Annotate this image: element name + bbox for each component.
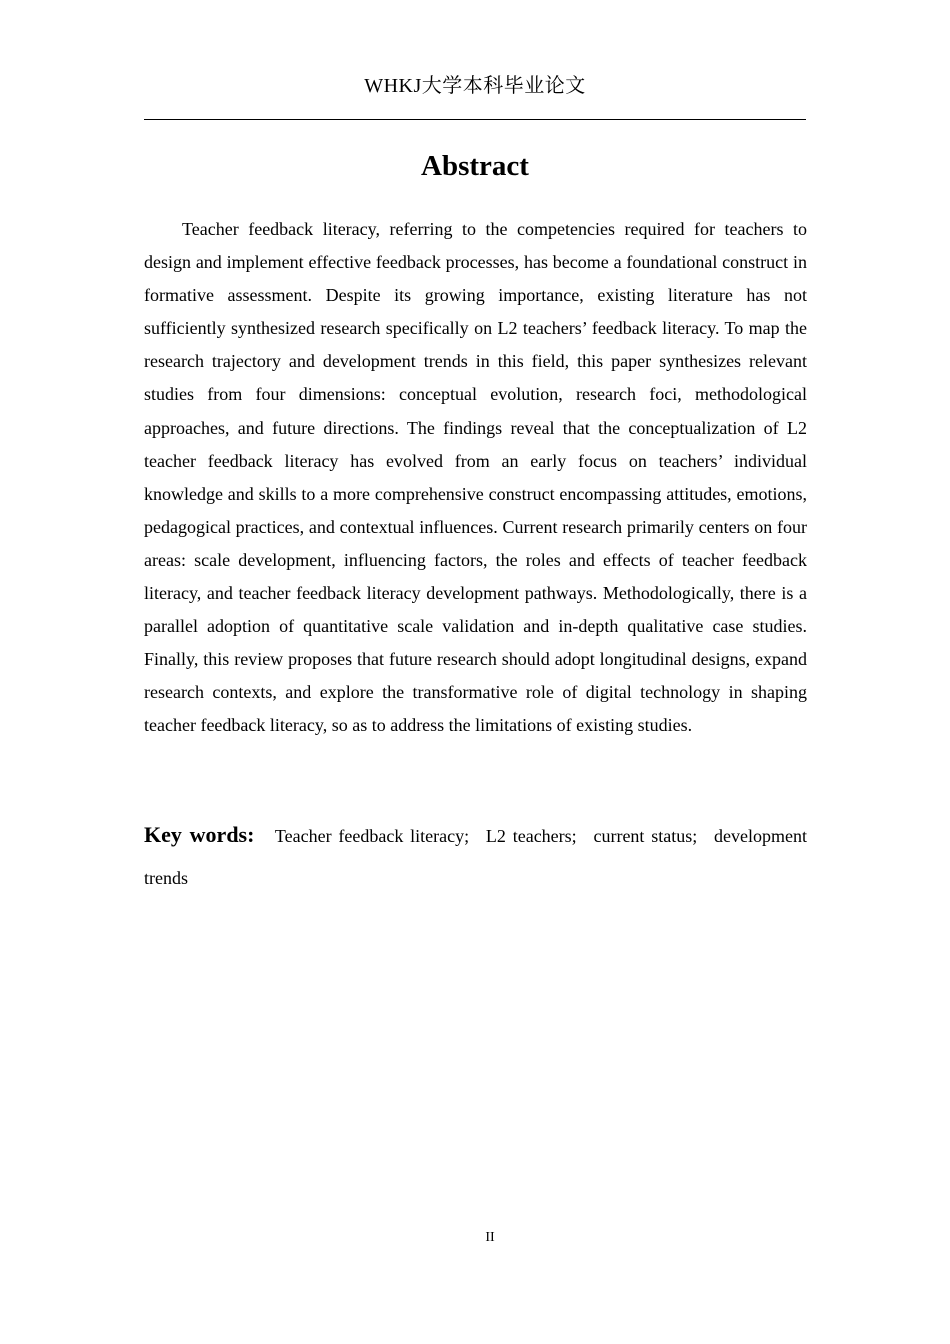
abstract-body: Teacher feedback literacy, referring to the competencies required for teachers to design and implement effective feedback processes, has become a foundational construct in formative assessment. Despite its growing importance, existing literature has not sufficiently synthesized research specifically on L2 teachers’ feedback literacy. To map the research trajectory and development trends in this field, this paper synthesizes relevant studies from four dimensions: conceptual evolution, research foci, methodological approaches, and future directions. The findings reveal that the conceptualization of L2 teacher feedback literacy has evolved from an early focus on teachers’ individual knowledge and skills to a more comprehensive construct encompassing attitudes, emotions, pedagogical practices, and contextual influences. Current research primarily centers on four areas: scale development, influencing factors, the roles and effects of teacher feedback literacy, and teacher feedback literacy development pathways. Methodologically, there is a parallel adoption of quantitative scale validation and in-depth qualitative case studies. Finally, this review proposes that future research should adopt longitudinal designs, expand research contexts, and explore the transformative role of digital technology in shaping teacher feedback literacy, so as to address the limitations of existing studies.	[144, 219, 807, 736]
keyword-item: development trends	[144, 826, 808, 888]
keyword-item: Teacher feedback literacy;	[274, 826, 470, 846]
running-header	[0, 72, 950, 100]
keywords-section	[144, 814, 807, 899]
page-number: II	[485, 1230, 495, 1245]
header-title: WHKJ大学本科毕业论文	[364, 75, 586, 97]
keywords-label: Key words:	[144, 822, 255, 847]
keyword-item: L2 teachers;	[485, 826, 577, 846]
keyword-item: current status;	[593, 826, 698, 846]
abstract-title: Abstract	[421, 150, 529, 182]
header-divider	[144, 119, 806, 120]
